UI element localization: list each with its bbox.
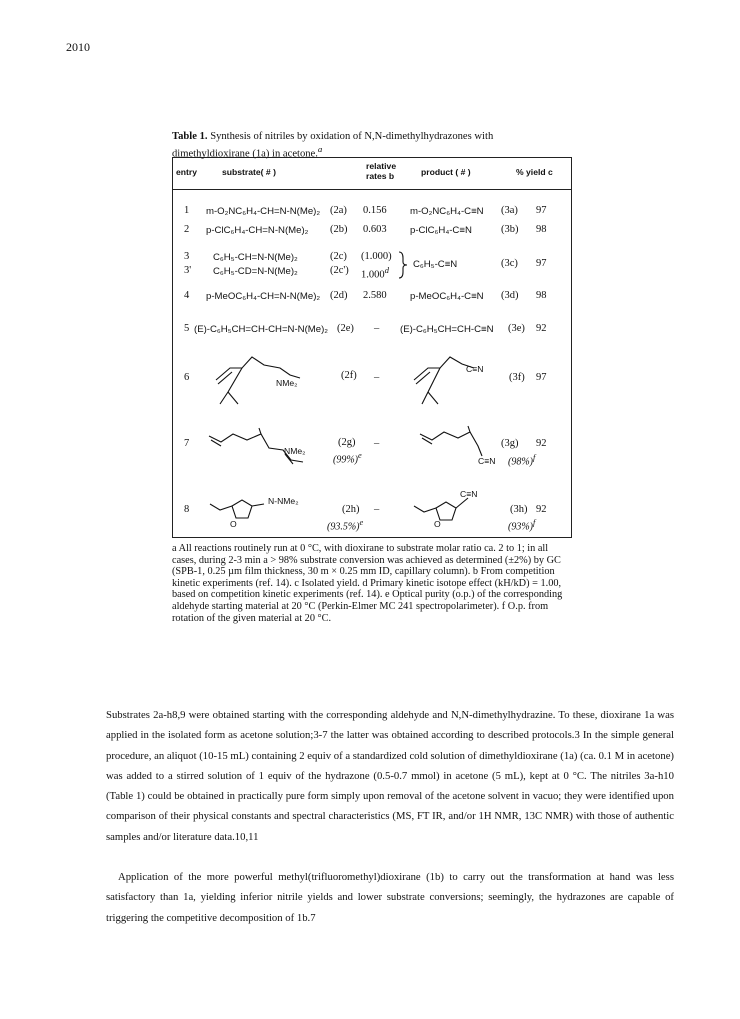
row6-rate: – [374, 372, 380, 383]
row2-prod-id: (3b) [501, 224, 519, 235]
row4-product: p-MeOC₆H₄-C≡N [410, 291, 484, 302]
row8-yield: 92 [536, 504, 547, 515]
row8-sub-label: N-NMe₂ [268, 496, 299, 506]
row2-sub-id: (2b) [330, 224, 348, 235]
row3p-entry: 3' [184, 265, 192, 276]
row5-yield: 92 [536, 323, 547, 334]
row7-sub-purity: $(99\%)^e$ [333, 451, 362, 466]
row8-sub-ring-o: O [230, 519, 237, 529]
row6-yield: 97 [536, 372, 547, 383]
row1-rate: 0.156 [363, 205, 387, 216]
product-3f-structure-icon [412, 350, 502, 410]
row4-substrate: p-MeOC₆H₄-CH=N-N(Me)₂ [206, 291, 321, 302]
row2-substrate: p-ClC₆H₄-CH=N-N(Me)₂ [206, 225, 309, 236]
row3-yield: 97 [536, 258, 547, 269]
header-yield: % yield c [516, 167, 553, 177]
row4-sub-id: (2d) [330, 290, 348, 301]
caption-label: Table 1. [172, 131, 208, 142]
row8-sub-purity: $(93.5\%)^e$ [327, 518, 364, 533]
header-product: product ( # ) [421, 167, 471, 177]
row7-yield: 92 [536, 438, 547, 449]
paragraph-1: Substrates 2a-h8,9 were obtained starting with the corresponding aldehyde and N,N-dimethylhydrazine. To these, dioxirane 1a was applied in the isolated form as acetone solution;3-7 the latter was obtained according to described protocols.3 In the simple general procedure, an aliquot (10-15 mL) containing 2 equiv of a standardized cold solution of dimethyldioxirane (1a) (ca. 0.1 M in acetone) was added to a stirred solution of 1 equiv of the hydrazone (0.5-0.7 mmol) in acetone (5 mL), kept at 0 °C. The nitriles 3a-h10 (Table 1) could be obtained in practically pure form simply upon removal of the acetone solvent in vacuo; they were identified upon comparison of their physical constants and spectral characteristics (MS, FT IR, and/or 1H NMR, 13C NMR) with those of authentic samples and/or literature data.10,11 [106, 709, 674, 843]
row4-rate: 2.580 [363, 290, 387, 301]
paragraph-2: Application of the more powerful methyl(trifluoromethyl)dioxirane (1b) to carry out the transformation at hand was less satisfactory than 1a, yielding inferior nitrile yields and lower substrate conversions; seemingly, the hydrazones are capable of triggering the competitive decomposition of 1b.7 [106, 871, 674, 924]
caption-note: a [317, 144, 323, 154]
row5-substrate: (E)-C₆H₅CH=CH-CH=N-N(Me)₂ [194, 324, 329, 335]
row2-rate: 0.603 [363, 224, 387, 235]
row8-prod-purity: $(93\%)^f$ [508, 518, 536, 533]
header-substrate: substrate( # ) [222, 167, 276, 177]
row3p-rate: 1.000$^d$ [361, 265, 389, 281]
row6-prod-id: (3f) [509, 372, 525, 383]
header-rates: rates b [366, 171, 395, 181]
row5-prod-id: (3e) [508, 323, 525, 334]
row7-prod-purity: $(98\%)^f$ [508, 453, 536, 468]
row4-yield: 98 [536, 290, 547, 301]
row7-sub-id: (2g) [338, 437, 356, 448]
caption-text: Synthesis of nitriles by oxidation of N,N-dimethylhydrazones with dimethyldioxirane (1a) in acetone. [172, 131, 494, 160]
row8-prod-label: C≡N [460, 489, 478, 499]
row8-entry: 8 [184, 504, 190, 515]
row7-entry: 7 [184, 438, 190, 449]
row6-sub-label: NMe₂ [276, 378, 298, 388]
row5-rate: – [374, 323, 380, 334]
row2-yield: 98 [536, 224, 547, 235]
row1-entry: 1 [184, 205, 190, 216]
row1-yield: 97 [536, 205, 547, 216]
page-number: 2010 [66, 40, 90, 54]
row3p-sub-id: (2c') [330, 265, 349, 276]
substrate-2h-structure-icon [208, 490, 268, 530]
row8-rate: – [374, 504, 380, 515]
row7-prod-id: (3g) [501, 438, 519, 449]
row3p-substrate: C₆H₅-CD=N-N(Me)₂ [213, 266, 298, 277]
row1-prod-id: (3a) [501, 205, 518, 216]
row3-rate: (1.000) [361, 251, 392, 262]
row3-prod-id: (3c) [501, 258, 518, 269]
row8-prod-ring-o: O [434, 519, 441, 529]
row6-entry: 6 [184, 372, 190, 383]
row1-substrate: m-O₂NC₆H₄-CH=N-N(Me)₂ [206, 206, 321, 217]
row7-rate: – [374, 438, 380, 449]
row1-sub-id: (2a) [330, 205, 347, 216]
table-caption [172, 130, 572, 161]
row5-entry: 5 [184, 323, 190, 334]
substrate-2f-structure-icon [208, 348, 318, 410]
row8-prod-id: (3h) [510, 504, 528, 515]
header-divider [172, 189, 572, 190]
row1-product: m-O₂NC₆H₄-C≡N [410, 206, 484, 217]
row2-product: p-ClC₆H₄-C≡N [410, 225, 472, 236]
row3-substrate: C₆H₅-CH=N-N(Me)₂ [213, 252, 298, 263]
row3-product: C₆H₅-C≡N [413, 259, 458, 270]
row5-sub-id: (2e) [337, 323, 354, 334]
header-entry: entry [176, 167, 198, 177]
row4-entry: 4 [184, 290, 190, 301]
row6-prod-label: C≡N [466, 364, 484, 374]
table-footnotes: a All reactions routinely run at 0 °C, with dioxirane to substrate molar ratio ca. 2 to 1; in all cases, during 2-3 min a > 98% substrate conversion was achieved as determined (±2%) by GC (SPB-1, 0.25 µm film thickness, 30 m × 0.25 mm ID, capillary column). b From competition kinetic experiments (ref. 14). c Isolated yield. d Primary kinetic isotope effect (kH/kD) = 1.00, based on competition kinetic experiments (ref. 14). e Optical purity (o.p.) of the corresponding aldehyde starting material at 20 °C (Perkin-Elmer MC 241 spectropolarimeter). f O.p. from rotation of the given material at 20 °C. [172, 543, 563, 624]
row7-sub-label: NMe₂ [284, 446, 306, 456]
row4-prod-id: (3d) [501, 290, 519, 301]
row3-entry: 3 [184, 251, 190, 262]
row7-prod-label: C≡N [478, 456, 496, 466]
row8-sub-id: (2h) [342, 504, 360, 515]
brace-icon [398, 251, 408, 279]
row3-sub-id: (2c) [330, 251, 347, 262]
row5-product: (E)-C₆H₅CH=CH-C≡N [400, 324, 494, 335]
row6-sub-id: (2f) [341, 370, 357, 381]
header-relative: relative [366, 161, 397, 171]
row2-entry: 2 [184, 224, 190, 235]
